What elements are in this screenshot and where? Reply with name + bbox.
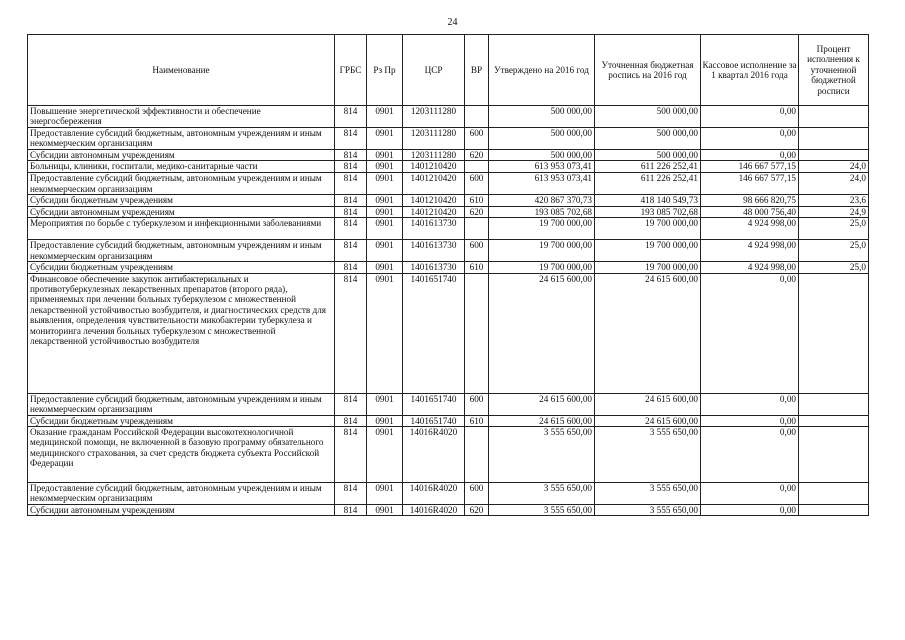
cell-approved: 19 700 000,00 [489, 262, 595, 273]
cell-name: Финансовое обеспечение закупок антибактериальных и противотуберкулезных лекарственных препаратов (второго ряда), применяемых при лечении больных туберкулезом с множественной лекарственной устойчивостью возбудителя, и диагностических средств для выявления, определения чувствительности микобактерии туберкулеза и мониторинга лечения больных туберкулезом с множественной лекарственной устойчивостью возбудителя [28, 273, 335, 393]
cell-approved: 19 700 000,00 [489, 218, 595, 240]
table-row [28, 483, 869, 505]
cell-percent: 23,6 [799, 195, 869, 206]
cell-rzpr: 0901 [367, 195, 403, 206]
cell-approved: 3 555 650,00 [489, 504, 595, 515]
cell-csr: 14016R4020 [403, 427, 465, 483]
cell-csr: 1401651740 [403, 273, 465, 393]
cell-csr: 1401651740 [403, 415, 465, 426]
cell-name: Субсидии автономным учреждениям [28, 150, 335, 161]
cell-grbs: 814 [335, 128, 367, 150]
cell-rzpr: 0901 [367, 161, 403, 173]
table-body [28, 106, 869, 516]
cell-refined: 19 700 000,00 [595, 218, 701, 240]
cell-refined: 418 140 549,73 [595, 195, 701, 206]
cell-approved: 3 555 650,00 [489, 427, 595, 483]
cell-grbs: 814 [335, 427, 367, 483]
cell-name: Повышение энергетической эффективности и обеспечение энергосбережения [28, 106, 335, 128]
page-number: 24 [447, 17, 458, 28]
cell-cash: 0,00 [701, 128, 799, 150]
cell-rzpr: 0901 [367, 128, 403, 150]
cell-rzpr: 0901 [367, 240, 403, 262]
cell-approved: 500 000,00 [489, 150, 595, 161]
budget-table [27, 34, 869, 516]
table-row [28, 273, 869, 393]
col-header-cash: Кассовое исполнение за 1 квартал 2016 года [701, 35, 799, 106]
cell-grbs: 814 [335, 218, 367, 240]
cell-grbs: 814 [335, 161, 367, 173]
cell-csr: 1203111280 [403, 106, 465, 128]
cell-name: Предоставление субсидий бюджетным, автономным учреждениям и иным некоммерческим организациям [28, 128, 335, 150]
table-row [28, 206, 869, 217]
cell-cash: 0,00 [701, 393, 799, 415]
cell-refined: 3 555 650,00 [595, 504, 701, 515]
cell-refined: 3 555 650,00 [595, 483, 701, 505]
cell-grbs: 814 [335, 150, 367, 161]
cell-rzpr: 0901 [367, 415, 403, 426]
cell-cash: 48 000 756,40 [701, 206, 799, 217]
cell-cash: 146 667 577,15 [701, 173, 799, 195]
table-row [28, 427, 869, 483]
cell-percent: 24,9 [799, 206, 869, 217]
cell-percent: 24,0 [799, 161, 869, 173]
table-row [28, 173, 869, 195]
col-header-approved: Утверждено на 2016 год [489, 35, 595, 106]
cell-name: Субсидии бюджетным учреждениям [28, 415, 335, 426]
table-row [28, 161, 869, 173]
cell-name: Субсидии автономным учреждениям [28, 206, 335, 217]
table-row [28, 150, 869, 161]
cell-csr: 1401210420 [403, 161, 465, 173]
cell-refined: 500 000,00 [595, 128, 701, 150]
cell-grbs: 814 [335, 106, 367, 128]
cell-rzpr: 0901 [367, 483, 403, 505]
cell-csr: 1401210420 [403, 206, 465, 217]
cell-cash: 0,00 [701, 273, 799, 393]
cell-grbs: 814 [335, 206, 367, 217]
cell-percent [799, 128, 869, 150]
cell-refined: 24 615 600,00 [595, 273, 701, 393]
col-header-vr: ВР [465, 35, 489, 106]
cell-grbs: 814 [335, 262, 367, 273]
cell-vr: 600 [465, 173, 489, 195]
cell-vr: 610 [465, 262, 489, 273]
cell-cash: 0,00 [701, 150, 799, 161]
cell-vr: 600 [465, 393, 489, 415]
col-header-name: Наименование [28, 35, 335, 106]
cell-percent [799, 150, 869, 161]
cell-percent [799, 483, 869, 505]
cell-percent [799, 415, 869, 426]
cell-refined: 19 700 000,00 [595, 262, 701, 273]
cell-refined: 500 000,00 [595, 150, 701, 161]
cell-rzpr: 0901 [367, 262, 403, 273]
cell-vr: 600 [465, 240, 489, 262]
cell-grbs: 814 [335, 483, 367, 505]
cell-csr: 1401210420 [403, 195, 465, 206]
cell-rzpr: 0901 [367, 206, 403, 217]
cell-rzpr: 0901 [367, 504, 403, 515]
cell-refined: 500 000,00 [595, 106, 701, 128]
cell-cash: 146 667 577,15 [701, 161, 799, 173]
cell-name: Больницы, клиники, госпитали, медико-санитарные части [28, 161, 335, 173]
cell-cash: 0,00 [701, 504, 799, 515]
table-row [28, 218, 869, 240]
cell-name: Предоставление субсидий бюджетным, автономным учреждениям и иным некоммерческим организациям [28, 240, 335, 262]
cell-csr: 1401210420 [403, 173, 465, 195]
table-row [28, 262, 869, 273]
cell-grbs: 814 [335, 273, 367, 393]
cell-cash: 4 924 998,00 [701, 218, 799, 240]
table-row [28, 415, 869, 426]
table-row [28, 240, 869, 262]
cell-vr: 610 [465, 195, 489, 206]
cell-grbs: 814 [335, 415, 367, 426]
cell-approved: 19 700 000,00 [489, 240, 595, 262]
cell-csr: 1401613730 [403, 218, 465, 240]
cell-refined: 24 615 600,00 [595, 393, 701, 415]
cell-vr: 600 [465, 483, 489, 505]
table-row [28, 393, 869, 415]
cell-approved: 613 953 073,41 [489, 161, 595, 173]
cell-percent: 25,0 [799, 218, 869, 240]
cell-vr [465, 106, 489, 128]
cell-refined: 3 555 650,00 [595, 427, 701, 483]
cell-vr: 600 [465, 128, 489, 150]
cell-approved: 3 555 650,00 [489, 483, 595, 505]
cell-cash: 98 666 820,75 [701, 195, 799, 206]
cell-grbs: 814 [335, 393, 367, 415]
cell-approved: 613 953 073,41 [489, 173, 595, 195]
cell-cash: 0,00 [701, 415, 799, 426]
cell-percent: 25,0 [799, 240, 869, 262]
cell-cash: 0,00 [701, 427, 799, 483]
table-row [28, 195, 869, 206]
cell-percent [799, 427, 869, 483]
cell-vr: 620 [465, 150, 489, 161]
cell-name: Предоставление субсидий бюджетным, автономным учреждениям и иным некоммерческим организациям [28, 483, 335, 505]
cell-name: Субсидии автономным учреждениям [28, 504, 335, 515]
cell-refined: 19 700 000,00 [595, 240, 701, 262]
cell-approved: 24 615 600,00 [489, 273, 595, 393]
cell-approved: 500 000,00 [489, 128, 595, 150]
cell-vr [465, 273, 489, 393]
cell-refined: 611 226 252,41 [595, 161, 701, 173]
cell-rzpr: 0901 [367, 218, 403, 240]
cell-csr: 14016R4020 [403, 483, 465, 505]
cell-csr: 1401613730 [403, 240, 465, 262]
cell-csr: 1203111280 [403, 128, 465, 150]
cell-vr: 620 [465, 206, 489, 217]
cell-grbs: 814 [335, 173, 367, 195]
table-row [28, 106, 869, 128]
cell-name: Субсидии бюджетным учреждениям [28, 262, 335, 273]
cell-cash: 0,00 [701, 106, 799, 128]
table-row [28, 128, 869, 150]
table-row [28, 504, 869, 515]
cell-approved: 193 085 702,68 [489, 206, 595, 217]
cell-rzpr: 0901 [367, 106, 403, 128]
cell-csr: 14016R4020 [403, 504, 465, 515]
cell-percent [799, 106, 869, 128]
cell-name: Оказание гражданам Российской Федерации высокотехнологичной медицинской помощи, не включенной в базовую программу обязательного медицинского страхования, за счет средств бюджета субъекта Российской Федерации [28, 427, 335, 483]
col-header-refined: Уточненная бюджетная роспись на 2016 год [595, 35, 701, 106]
cell-approved: 420 867 370,73 [489, 195, 595, 206]
cell-approved: 24 615 600,00 [489, 393, 595, 415]
cell-percent: 24,0 [799, 173, 869, 195]
table-header-row [28, 35, 869, 106]
col-header-csr: ЦСР [403, 35, 465, 106]
cell-name: Предоставление субсидий бюджетным, автономным учреждениям и иным некоммерческим организациям [28, 393, 335, 415]
col-header-grbs: ГРБС [335, 35, 367, 106]
cell-vr [465, 218, 489, 240]
cell-name: Субсидии бюджетным учреждениям [28, 195, 335, 206]
cell-rzpr: 0901 [367, 173, 403, 195]
cell-approved: 24 615 600,00 [489, 415, 595, 426]
cell-grbs: 814 [335, 504, 367, 515]
cell-name: Мероприятия по борьбе с туберкулезом и инфекционными заболеваниями [28, 218, 335, 240]
cell-rzpr: 0901 [367, 150, 403, 161]
cell-approved: 500 000,00 [489, 106, 595, 128]
cell-grbs: 814 [335, 240, 367, 262]
cell-rzpr: 0901 [367, 393, 403, 415]
cell-vr [465, 161, 489, 173]
cell-refined: 611 226 252,41 [595, 173, 701, 195]
cell-rzpr: 0901 [367, 273, 403, 393]
cell-percent [799, 273, 869, 393]
cell-cash: 0,00 [701, 483, 799, 505]
cell-cash: 4 924 998,00 [701, 262, 799, 273]
cell-csr: 1401613730 [403, 262, 465, 273]
cell-percent: 25,0 [799, 262, 869, 273]
cell-name: Предоставление субсидий бюджетным, автономным учреждениям и иным некоммерческим организациям [28, 173, 335, 195]
cell-vr [465, 427, 489, 483]
cell-rzpr: 0901 [367, 427, 403, 483]
cell-cash: 4 924 998,00 [701, 240, 799, 262]
cell-vr: 620 [465, 504, 489, 515]
cell-grbs: 814 [335, 195, 367, 206]
cell-vr: 610 [465, 415, 489, 426]
cell-percent [799, 504, 869, 515]
cell-refined: 193 085 702,68 [595, 206, 701, 217]
col-header-percent: Процент исполнения к уточненной бюджетной росписи [799, 35, 869, 106]
cell-csr: 1203111280 [403, 150, 465, 161]
cell-csr: 1401651740 [403, 393, 465, 415]
cell-refined: 24 615 600,00 [595, 415, 701, 426]
cell-percent [799, 393, 869, 415]
col-header-rzpr: Рз Пр [367, 35, 403, 106]
